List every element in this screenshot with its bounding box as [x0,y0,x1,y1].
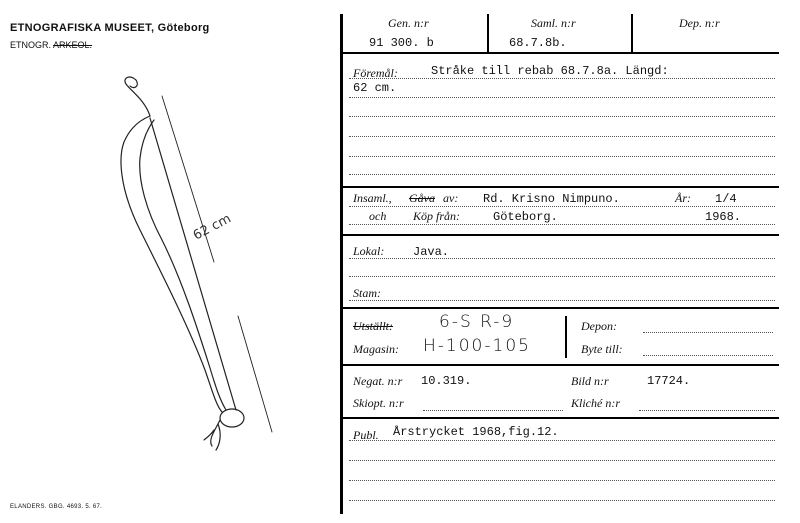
bild-value: 17724. [647,374,691,388]
storage-divider [565,316,567,358]
dotted-line [349,460,775,461]
gava-struck: Gåva [409,191,435,205]
gen-nr-value: 91 300. b [369,36,434,50]
negat-value: 10.319. [421,374,472,388]
publ-value: Årstrycket 1968,fig.12. [393,425,559,439]
museum-name: ETNOGRAFISKA MUSEET, Göteborg [10,22,210,34]
dotted-line [349,97,775,98]
foremal-label: Föremål: [353,66,398,80]
length-note: 62 cm [190,211,234,244]
och-label: och [369,209,387,223]
stam-label: Stam: [353,286,381,300]
bow-frog [220,409,244,427]
ar-value-2: 1968. [705,210,742,224]
foremal-value-2: 62 cm. [353,81,397,95]
dotted-line [423,410,563,411]
bow-hair [150,118,236,410]
dotted-line [349,136,775,137]
card-rule [343,307,779,309]
card-rule [343,52,779,54]
card-rule [343,364,779,366]
kliche-label: Kliché n:r [571,396,620,410]
saml-nr-label: Saml. n:r [531,16,576,30]
bild-label: Bild n:r [571,374,609,388]
catalogue-card [343,14,779,514]
ar-label: År: [675,191,691,205]
dotted-line [643,332,773,333]
negat-label: Negat. n:r [353,374,403,388]
ar-value-1: 1/4 [715,192,737,206]
dotted-line [643,355,773,356]
dotted-line [349,156,775,157]
skiopt-label: Skiopt. n:r [353,396,404,410]
saml-nr-value: 68.7.8b. [509,36,567,50]
dotted-line [349,276,775,277]
bow-stick-outer [121,116,222,412]
dep-nr-label: Dep. n:r [679,16,720,30]
header-divider-2 [631,14,633,52]
department-etnogr: ETNOGR. [10,40,52,50]
lokal-value: Java. [413,245,450,259]
header-divider-1 [487,14,489,52]
dotted-line [349,116,775,117]
utstallt-label: Utställt: [353,319,394,333]
printer-imprint: ELANDERS. GBG. 4693. 5. 67. [10,504,103,510]
dotted-line [349,440,775,441]
dotted-line [349,224,775,225]
bow-tassel [204,420,220,450]
dotted-line [349,500,775,501]
dotted-line [349,206,775,207]
lokal-label: Lokal: [353,244,385,258]
byte-label: Byte till: [581,342,623,356]
publ-label: Publ. [353,428,379,442]
card-rule [343,186,779,188]
insaml-label: Insaml., [353,191,392,205]
kop-value: Göteborg. [493,210,558,224]
department-arkeol-struck: ARKEOL. [53,40,93,50]
dotted-line [349,300,775,301]
av-label: av: [443,191,459,205]
insaml-value: Rd. Krisno Nimpuno. [483,192,620,206]
card-rule [343,234,779,236]
dotted-line [349,78,775,79]
dotted-line [349,258,775,259]
depon-label: Depon: [581,319,617,333]
dotted-line [639,410,775,411]
dotted-line [349,174,775,175]
foremal-value-1: Stråke till rebab 68.7.8a. Längd: [431,64,669,78]
magasin-label: Magasin: [353,342,399,356]
utstallt-value: 6-S R-9 [439,312,515,332]
bow-scroll [125,77,150,116]
gen-nr-label: Gen. n:r [388,16,429,30]
card-rule [343,417,779,419]
kop-label: Köp från: [413,209,461,223]
bow-sketch [0,0,340,523]
magasin-value: H-100-105 [423,336,531,356]
dotted-line [349,480,775,481]
